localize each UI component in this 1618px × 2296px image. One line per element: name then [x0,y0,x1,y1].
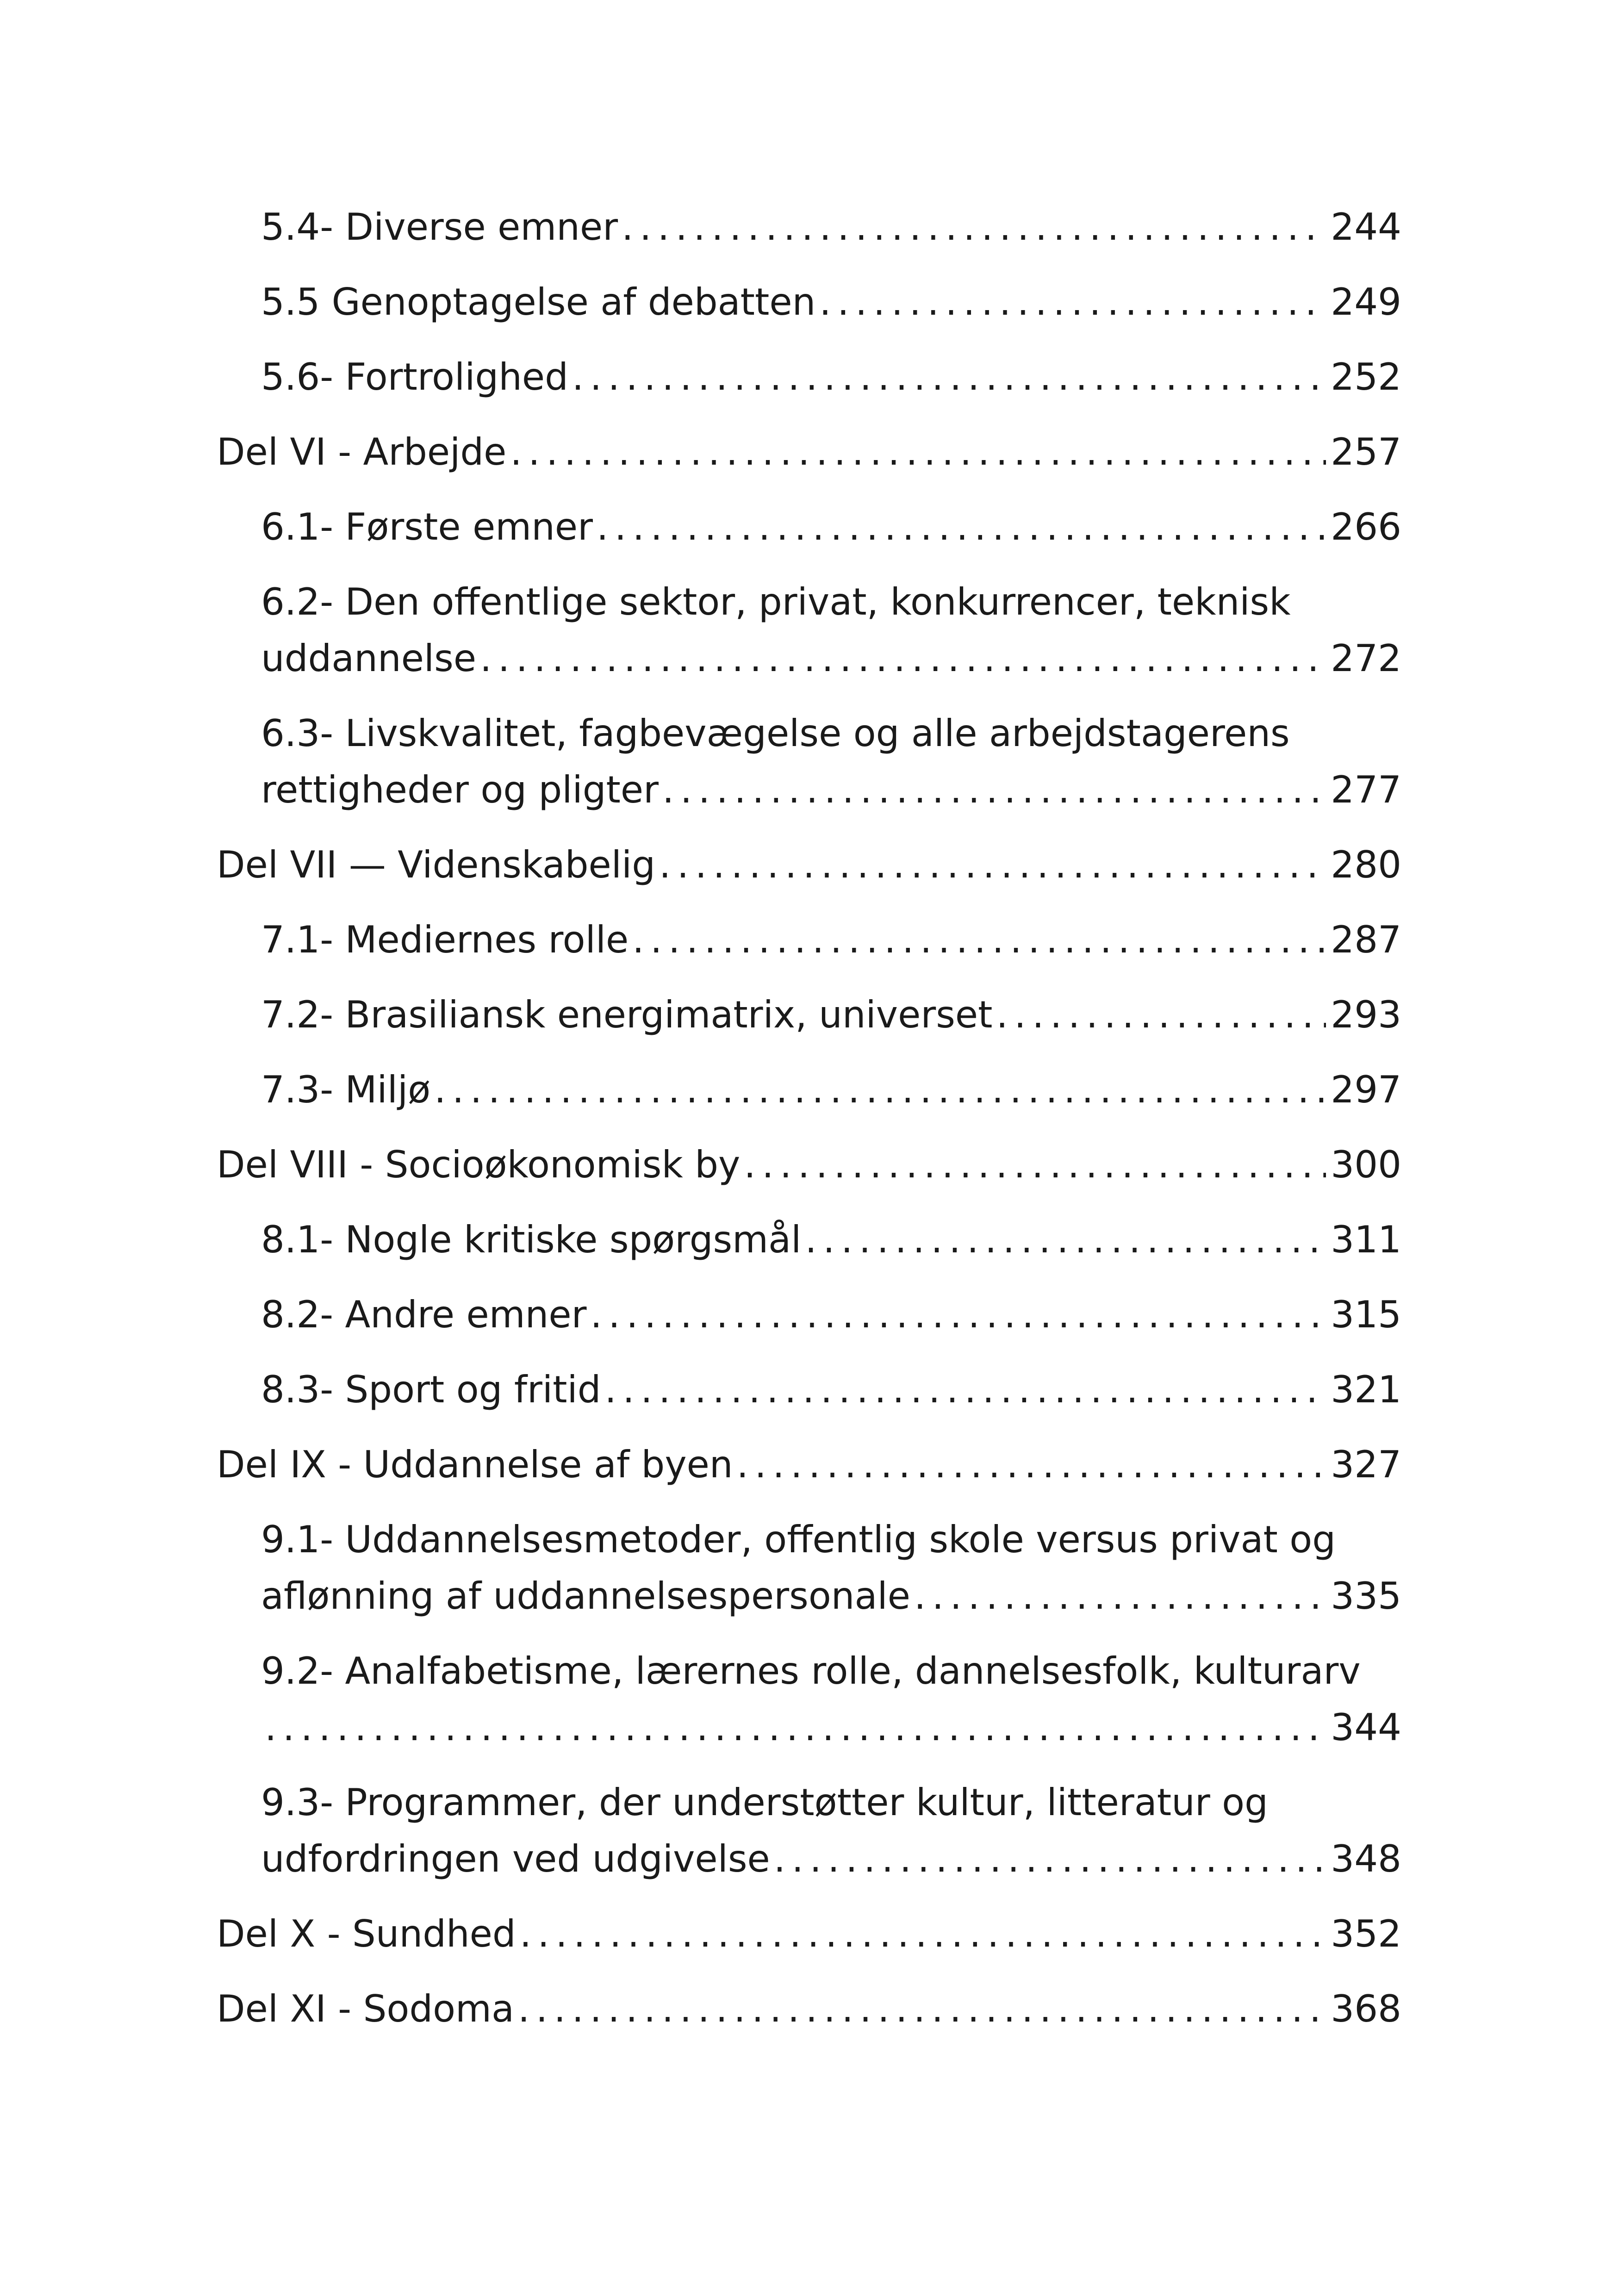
toc-page-number: 257 [1331,430,1401,473]
toc-entry-title: 7.1- Mediernes rolle [261,918,629,961]
toc-entry-title-line1: 9.3- Programmer, der understøtter kultur, litteratur og [261,1781,1268,1824]
toc-entry-title: 5.5 Genoptagelse af debatten [261,280,816,324]
toc-entry-title-line1: 6.3- Livskvalitet, fagbevægelse og alle arbejdstagerens [261,712,1290,755]
toc-page-number: 300 [1331,1143,1401,1186]
toc-entry-title: 8.2- Andre emner [261,1293,587,1336]
dot-leader [996,987,1326,1043]
toc-entry-title: 8.3- Sport og fritid [261,1368,601,1411]
toc-entry-title: udfordringen ved udgivelse [261,1837,770,1880]
toc-page-number: 348 [1331,1837,1401,1880]
toc-page-number: 321 [1331,1368,1401,1411]
toc-entry-title: Del VIII - Socioøkonomisk by [217,1143,741,1186]
toc-page-number: 287 [1331,918,1401,961]
toc-entry-title: uddannelse [261,637,477,680]
toc-page-number: 315 [1331,1293,1401,1336]
toc-entry-title: 7.3- Miljø [261,1068,431,1111]
dot-leader [805,1212,1326,1268]
toc-page-number: 249 [1331,280,1401,324]
dot-leader [597,499,1326,555]
toc-page-number: 293 [1331,993,1401,1036]
toc-entry-title: aflønning af uddannelsespersonale [261,1574,910,1618]
dot-leader [622,199,1326,255]
toc-entry-title: 5.6- Fortrolighed [261,355,568,398]
dot-leader [744,1137,1326,1193]
dot-leader [737,1437,1326,1493]
dot-leader [510,424,1326,480]
toc-entry-title: 5.4- Diverse emner [261,205,618,249]
dot-leader [265,1699,1326,1756]
toc-entry-title-line1: 6.2- Den offentlige sektor, privat, konkurrencer, teknisk [261,580,1291,623]
toc-entry-title: Del IX - Uddannelse af byen [217,1443,733,1486]
dot-leader [520,1906,1326,1962]
dot-leader [572,349,1326,405]
dot-leader [774,1831,1326,1887]
toc-page-number: 344 [1331,1706,1401,1749]
toc-page-number: 352 [1331,1912,1401,1955]
dot-leader [914,1568,1326,1624]
toc-entry-title: Del VII — Videnskabelig [217,843,656,886]
dot-leader [819,274,1326,330]
toc-page-number: 277 [1331,768,1401,811]
dot-leader [659,837,1326,893]
toc-page-number: 266 [1331,505,1401,548]
toc-entry-title-line1: 9.1- Uddannelsesmetoder, offentlig skole versus privat og [261,1518,1336,1561]
toc-entry-title: 7.2- Brasiliansk energimatrix, universet [261,993,993,1036]
toc-page-number: 272 [1331,637,1401,680]
dot-leader [518,1981,1326,2037]
toc-page-number: 368 [1331,1987,1401,2030]
dot-leader [662,762,1326,818]
toc-entry-title: Del XI - Sodoma [217,1987,515,2030]
dot-leader [632,912,1326,968]
dot-leader [605,1362,1326,1418]
toc-page-number: 311 [1331,1218,1401,1261]
toc-entry-title-line1: 9.2- Analfabetisme, lærernes rolle, dannelsesfolk, kulturarv [261,1649,1361,1692]
dot-leader [480,630,1326,687]
toc-entry-title: Del VI - Arbejde [217,430,507,473]
toc-entry-title: rettigheder og pligter [261,768,659,811]
toc-page-number: 244 [1331,205,1401,249]
toc-page-number: 335 [1331,1574,1401,1618]
toc-page-number: 327 [1331,1443,1401,1486]
toc-page-number: 297 [1331,1068,1401,1111]
dot-leader [434,1062,1326,1118]
dot-leader [590,1287,1326,1343]
toc-entry-title: 8.1- Nogle kritiske spørgsmål [261,1218,802,1261]
toc-page-number: 280 [1331,843,1401,886]
toc-entry-title: 6.1- Første emner [261,505,593,548]
toc-page-number: 252 [1331,355,1401,398]
toc-entry-title: Del X - Sundhed [217,1912,516,1955]
